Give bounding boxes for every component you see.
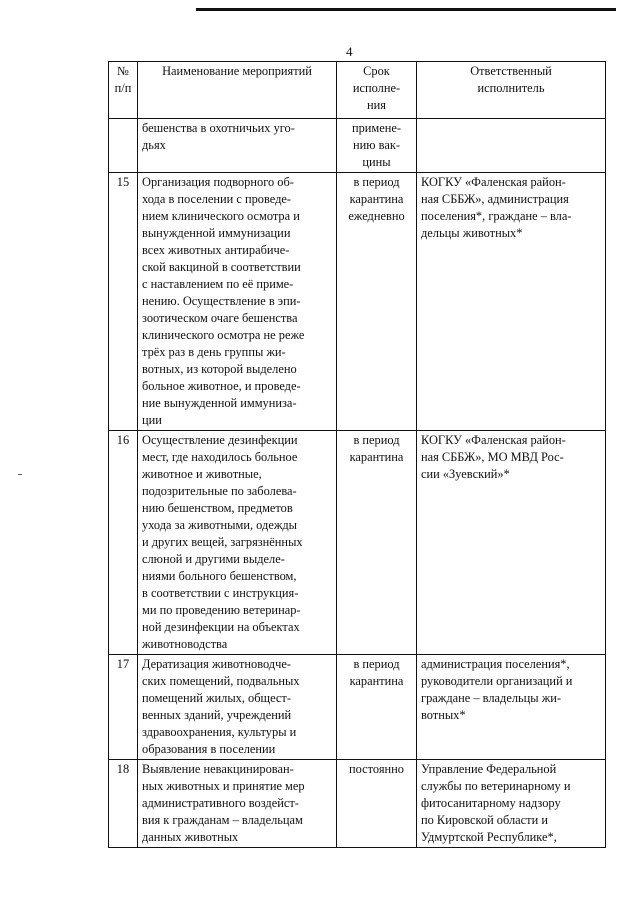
margin-mark [18, 474, 22, 475]
row-term [337, 431, 417, 655]
row-responsible [417, 119, 606, 173]
header-event-text: Наименование мероприятий [162, 64, 312, 78]
header-num-text: № п/п [114, 64, 132, 95]
row-term [337, 173, 417, 431]
header-event [138, 62, 337, 119]
row-event-text: бешенства в охотничьих уго- дьях [142, 121, 295, 152]
header-num [109, 62, 138, 119]
table-row [109, 655, 606, 760]
header-term [337, 62, 417, 119]
row-responsible-text: КОГКУ «Фаленская район- ная СББЖ», МО МВД Рос- сии «Зуевский»* [421, 433, 566, 481]
header-responsible [417, 62, 606, 119]
header-term-text: Срок исполне- ния [352, 64, 401, 112]
table-row [109, 173, 606, 431]
row-responsible [417, 760, 606, 848]
table-row [109, 760, 606, 848]
row-event-text: Осуществление дезинфекции мест, где находилось больное животное и животные, подозрительные по заболева- нию бешенством, предметов ухода за животными, одежды и других вещей, загрязнённых слюной и другими выделе- ниями больного бешенством, в соответствии с инструкция- ми по проведению ветеринар- ной дезинфекции на объектах животноводства [142, 433, 303, 651]
top-rule [196, 8, 616, 11]
row-num: 17 [109, 655, 138, 760]
measures-table [108, 61, 606, 848]
row-responsible-text: администрация поселения*, руководители организаций и граждане – владельцы жи- вотных* [421, 657, 573, 722]
row-responsible [417, 655, 606, 760]
row-event-text: Дератизация животноводче- ских помещений, подвальных помещений жилых, общест- венных зданий, учреждений здравоохранения, культуры и образования в поселении [142, 657, 300, 756]
row-event [138, 655, 337, 760]
header-responsible-text: Ответственный исполнитель [470, 64, 552, 95]
row-term [337, 655, 417, 760]
row-event [138, 760, 337, 848]
table-header-row [109, 62, 606, 119]
row-responsible [417, 431, 606, 655]
row-responsible-text: Управление Федеральной службы по ветеринарному и фитосанитарному надзору по Кировской области и Удмуртской Республике*, [421, 762, 571, 844]
row-term-text: в период карантина [349, 657, 404, 688]
table-row [109, 119, 606, 173]
row-term-text: в период карантина ежедневно [348, 175, 405, 223]
table-row [109, 431, 606, 655]
top-rule-accent [596, 8, 616, 9]
row-num: 16 [109, 431, 138, 655]
row-event-text: Организация подворного об- хода в поселении с проведе- нием клинического осмотра и вынужденной иммунизации всех животных антирабиче- ской вакциной в соответствии с наставлением по её приме- нению. Осуществление в эпи- зоотическом очаге бешенства клинического осмотра не реже трёх раз в день группы жи- вотных, из которой выделено больное животное, и проведе- ние вынужденной иммуниза- ции [142, 175, 305, 427]
row-responsible [417, 173, 606, 431]
row-num: 15 [109, 173, 138, 431]
row-term-text: примене- нию вак- цины [351, 121, 402, 169]
page-number: 4 [346, 44, 353, 59]
row-term-text: постоянно [348, 762, 404, 776]
row-num: 18 [109, 760, 138, 848]
row-responsible-text: КОГКУ «Фаленская район- ная СББЖ», администрация поселения*, граждане – вла- дельцы животных* [421, 175, 572, 240]
row-term [337, 760, 417, 848]
row-event [138, 119, 337, 173]
row-num [109, 119, 138, 173]
row-term [337, 119, 417, 173]
row-event [138, 431, 337, 655]
row-event [138, 173, 337, 431]
row-term-text: в период карантина [349, 433, 404, 464]
row-event-text: Выявление невакцинирован- ных животных и принятие мер административного воздейст- вия к гражданам – владельцам данных животных [142, 762, 305, 844]
